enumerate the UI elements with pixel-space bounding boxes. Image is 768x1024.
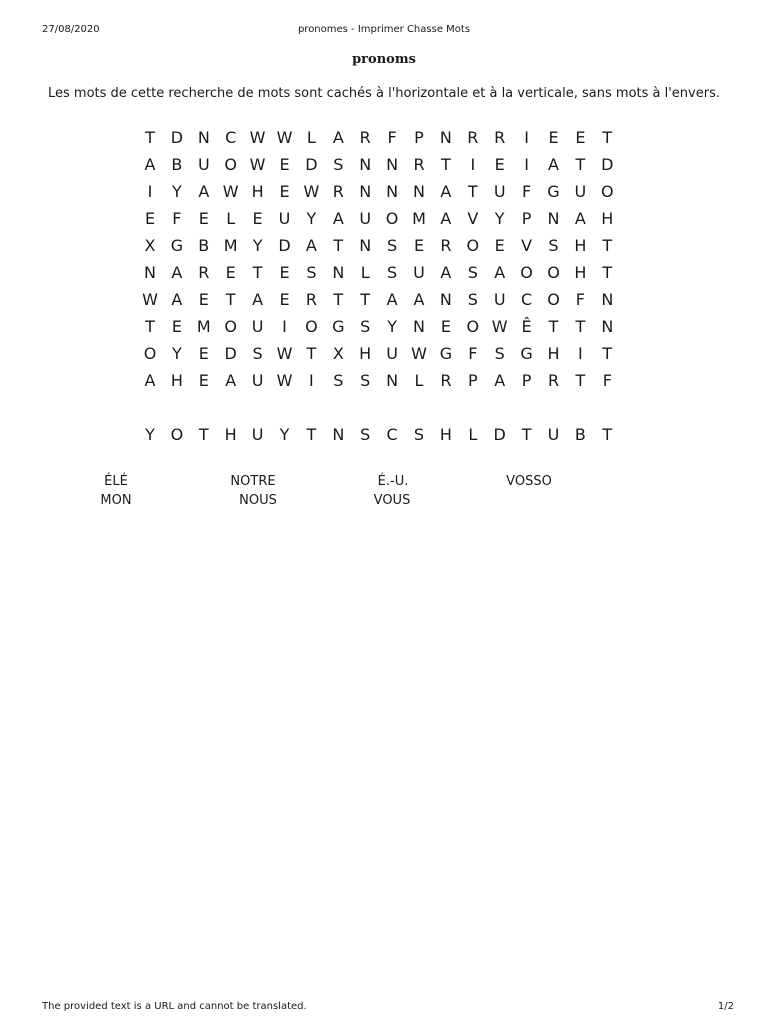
grid-letter: A: [252, 290, 264, 309]
grid-letter: L: [414, 371, 424, 390]
grid-letter: N: [547, 209, 560, 228]
grid-letter: A: [494, 371, 506, 390]
grid-letter: L: [360, 263, 370, 282]
grid-letter: T: [602, 344, 613, 363]
grid-letter: E: [440, 317, 451, 336]
grid-letter: Y: [252, 236, 263, 255]
grid-letter: T: [602, 425, 613, 444]
grid-letter: Y: [172, 182, 182, 201]
grid-letter: T: [602, 263, 613, 282]
grid-letter: S: [252, 344, 263, 363]
grid-letter: T: [145, 317, 155, 336]
grid-letter: I: [470, 155, 476, 174]
grid-letter: U: [547, 425, 560, 444]
grid-letter: S: [360, 371, 371, 390]
grid-letter: H: [601, 209, 614, 228]
grid-letter: A: [171, 290, 183, 309]
grid-letter: Y: [172, 344, 182, 363]
grid-letter: E: [494, 236, 505, 255]
grid-letter: L: [226, 209, 236, 228]
grid-letter: N: [439, 290, 452, 309]
grid-letter: R: [547, 371, 560, 390]
grid-letter: N: [413, 182, 425, 201]
instructions-text: Les mots de cette recherche de mots sont cachés à l'horizontale et à la verticale, sans mots à l'envers.: [47, 86, 720, 101]
grid-letter: E: [198, 371, 209, 390]
grid-letter: H: [251, 182, 264, 201]
grid-letter: F: [387, 128, 397, 147]
grid-letter: O: [547, 290, 560, 309]
print-date: 27/08/2020: [42, 24, 100, 35]
grid-letter: E: [279, 263, 290, 282]
grid-letter: D: [493, 425, 506, 444]
grid-letter: N: [197, 128, 210, 147]
grid-letter: W: [276, 128, 293, 147]
grid-letter: W: [249, 128, 266, 147]
grid-letter: N: [601, 290, 614, 309]
grid-letter: U: [386, 344, 398, 363]
grid-letter: S: [360, 317, 371, 336]
word-list-item: NOTRE: [230, 474, 276, 489]
grid-letter: A: [440, 182, 452, 201]
grid-letter: W: [249, 155, 266, 174]
page-number: 1/2: [717, 1001, 734, 1012]
grid-letter: S: [387, 236, 398, 255]
footer-note: The provided text is a URL and cannot be translated.: [42, 1001, 307, 1012]
grid-letter: N: [413, 317, 425, 336]
grid-letter: G: [547, 182, 560, 201]
grid-letter: A: [225, 371, 237, 390]
grid-letter: G: [170, 236, 184, 255]
grid-letter: O: [305, 317, 318, 336]
grid-letter: A: [198, 182, 210, 201]
grid-letter: T: [198, 425, 209, 444]
grid-letter: L: [306, 128, 316, 147]
grid-letter: A: [548, 155, 559, 174]
grid-letter: W: [411, 344, 427, 363]
grid-letter: A: [440, 263, 452, 282]
grid-letter: N: [439, 128, 452, 147]
grid-letter: F: [521, 182, 532, 201]
grid-letter: C: [386, 425, 398, 444]
grid-letter: O: [601, 182, 614, 201]
grid-letter: L: [468, 425, 478, 444]
grid-letter: M: [223, 236, 238, 255]
grid-letter: W: [303, 182, 320, 201]
grid-letter: I: [578, 344, 583, 363]
grid-letter: G: [439, 344, 453, 363]
grid-letter: T: [467, 182, 478, 201]
grid-letter: O: [547, 263, 560, 282]
grid-letter: S: [333, 155, 344, 174]
grid-letter: S: [494, 344, 505, 363]
grid-letter: A: [171, 263, 183, 282]
grid-letter: X: [144, 236, 156, 255]
grid-letter: S: [387, 263, 398, 282]
grid-letter: O: [224, 317, 237, 336]
grid-letter: N: [386, 182, 399, 201]
grid-letter: E: [413, 236, 425, 255]
grid-letter: T: [306, 344, 317, 363]
grid-letter: C: [225, 128, 237, 147]
grid-letter: F: [468, 344, 478, 363]
grid-letter: G: [520, 344, 533, 363]
grid-letter: A: [440, 209, 452, 228]
grid-letter: E: [575, 128, 586, 147]
grid-letter: I: [524, 155, 529, 174]
grid-letter: G: [332, 317, 345, 336]
grid-letter: O: [143, 344, 157, 363]
grid-letter: T: [441, 155, 451, 174]
grid-letter: U: [493, 290, 506, 309]
word-list-item: NOUS: [239, 493, 277, 508]
grid-letter: W: [276, 344, 293, 363]
grid-letter: S: [467, 263, 478, 282]
grid-letter: T: [333, 290, 344, 309]
grid-letter: N: [359, 182, 372, 201]
grid-letter: N: [359, 236, 372, 255]
grid-letter: O: [170, 425, 184, 444]
grid-letter: A: [305, 236, 317, 255]
grid-letter: O: [466, 317, 480, 336]
grid-letter: O: [466, 236, 480, 255]
grid-letter: S: [413, 425, 425, 444]
grid-letter: H: [359, 344, 372, 363]
grid-letter: E: [548, 128, 559, 147]
grid-letter: E: [198, 290, 209, 309]
grid-letter: S: [333, 371, 344, 390]
grid-letter: W: [276, 371, 293, 390]
grid-letter: E: [279, 290, 290, 309]
grid-letter: V: [467, 209, 479, 228]
grid-letter: S: [306, 263, 317, 282]
grid-letter: T: [602, 128, 613, 147]
grid-letter: A: [144, 155, 156, 174]
grid-letter: R: [198, 263, 210, 282]
grid-letter: O: [385, 209, 399, 228]
grid-letter: A: [332, 209, 344, 228]
grid-letter: N: [332, 425, 345, 444]
grid-letter: R: [413, 155, 425, 174]
grid-letter: N: [601, 317, 614, 336]
grid-letter: T: [521, 425, 532, 444]
grid-letter: P: [467, 371, 478, 390]
grid-letter: R: [359, 128, 371, 147]
grid-letter: A: [413, 290, 425, 309]
grid-letter: D: [170, 128, 184, 147]
grid-letter: U: [251, 371, 264, 390]
grid-letter: R: [440, 371, 452, 390]
print-header: [0, 24, 768, 38]
grid-letter: F: [575, 290, 585, 309]
grid-letter: U: [197, 155, 210, 174]
grid-letter: E: [252, 209, 263, 228]
grid-letter: P: [414, 128, 424, 147]
grid-letter: Y: [494, 209, 505, 228]
grid-letter: U: [278, 209, 291, 228]
grid-letter: U: [251, 317, 264, 336]
grid-letter: V: [521, 236, 533, 255]
grid-letter: U: [574, 182, 587, 201]
grid-letter: U: [251, 425, 264, 444]
word-list-item: MON: [100, 493, 132, 508]
grid-letter: E: [494, 155, 505, 174]
grid-letter: A: [332, 128, 344, 147]
grid-letter: N: [386, 371, 399, 390]
grid-letter: P: [521, 209, 532, 228]
grid-letter: F: [602, 371, 612, 390]
grid-letter: T: [145, 128, 155, 147]
grid-letter: D: [305, 155, 318, 174]
grid-letter: C: [521, 290, 533, 309]
grid-letter: E: [225, 263, 236, 282]
grid-letter: H: [439, 425, 452, 444]
grid-letter: Y: [279, 425, 290, 444]
grid-letter: A: [144, 371, 156, 390]
grid-letter: D: [224, 344, 237, 363]
grid-letter: T: [225, 290, 236, 309]
grid-letter: W: [222, 182, 239, 201]
grid-letter: B: [574, 425, 586, 444]
grid-letter: P: [521, 371, 532, 390]
grid-letter: T: [306, 425, 317, 444]
grid-letter: S: [360, 425, 371, 444]
grid-letter: E: [171, 317, 182, 336]
word-list-item: VOSSO: [506, 474, 552, 489]
grid-letter: R: [440, 236, 452, 255]
grid-letter: O: [224, 155, 237, 174]
grid-letter: A: [494, 263, 506, 282]
grid-letter: Ê: [521, 317, 532, 336]
word-list-item: É.-U.: [377, 474, 409, 489]
page-title: pronoms: [352, 52, 416, 67]
grid-letter: W: [142, 290, 158, 309]
grid-letter: B: [171, 155, 183, 174]
grid-letter: O: [520, 263, 533, 282]
grid-letter: T: [602, 236, 613, 255]
grid-letter: I: [524, 128, 529, 147]
grid-letter: Y: [145, 425, 155, 444]
grid-letter: I: [147, 182, 153, 201]
grid-letter: E: [198, 344, 209, 363]
grid-letter: T: [360, 290, 371, 309]
grid-letter: Y: [306, 209, 317, 228]
grid-letter: M: [196, 317, 211, 336]
grid-letter: X: [332, 344, 344, 363]
grid-letter: W: [491, 317, 508, 336]
grid-letter: T: [252, 263, 263, 282]
grid-letter: M: [412, 209, 426, 228]
print-title: pronomes - Imprimer Chasse Mots: [297, 24, 471, 35]
grid-letter: H: [224, 425, 237, 444]
grid-letter: A: [574, 209, 586, 228]
grid-letter: R: [467, 128, 479, 147]
grid-letter: N: [144, 263, 156, 282]
grid-letter: H: [574, 263, 587, 282]
grid-letter: T: [575, 155, 586, 174]
grid-letter: T: [575, 371, 586, 390]
grid-letter: T: [575, 317, 586, 336]
grid-letter: N: [332, 263, 345, 282]
grid-letter: D: [601, 155, 614, 174]
grid-letter: H: [170, 371, 183, 390]
grid-letter: D: [278, 236, 291, 255]
word-list-item: ÉLÉ: [104, 474, 128, 489]
grid-letter: E: [144, 209, 156, 228]
grid-letter: N: [359, 155, 372, 174]
grid-letter: S: [548, 236, 559, 255]
grid-letter: Y: [387, 317, 397, 336]
grid-letter: U: [359, 209, 372, 228]
grid-letter: T: [548, 317, 559, 336]
word-list-item: VOUS: [373, 493, 411, 508]
grid-letter: F: [172, 209, 182, 228]
grid-letter: R: [305, 290, 317, 309]
grid-letter: U: [413, 263, 425, 282]
grid-letter: T: [333, 236, 344, 255]
grid-letter: E: [279, 182, 290, 201]
grid-letter: I: [309, 371, 314, 390]
grid-letter: N: [386, 155, 399, 174]
grid-letter: U: [493, 182, 506, 201]
grid-letter: H: [547, 344, 560, 363]
grid-letter: E: [279, 155, 290, 174]
grid-letter: S: [467, 290, 478, 309]
print-footer: [0, 1001, 768, 1015]
grid-letter: I: [282, 317, 287, 336]
grid-letter: R: [332, 182, 344, 201]
grid-letter: H: [574, 236, 587, 255]
grid-letter: E: [198, 209, 209, 228]
grid-letter: A: [386, 290, 398, 309]
grid-letter: R: [494, 128, 506, 147]
grid-letter: B: [198, 236, 210, 255]
